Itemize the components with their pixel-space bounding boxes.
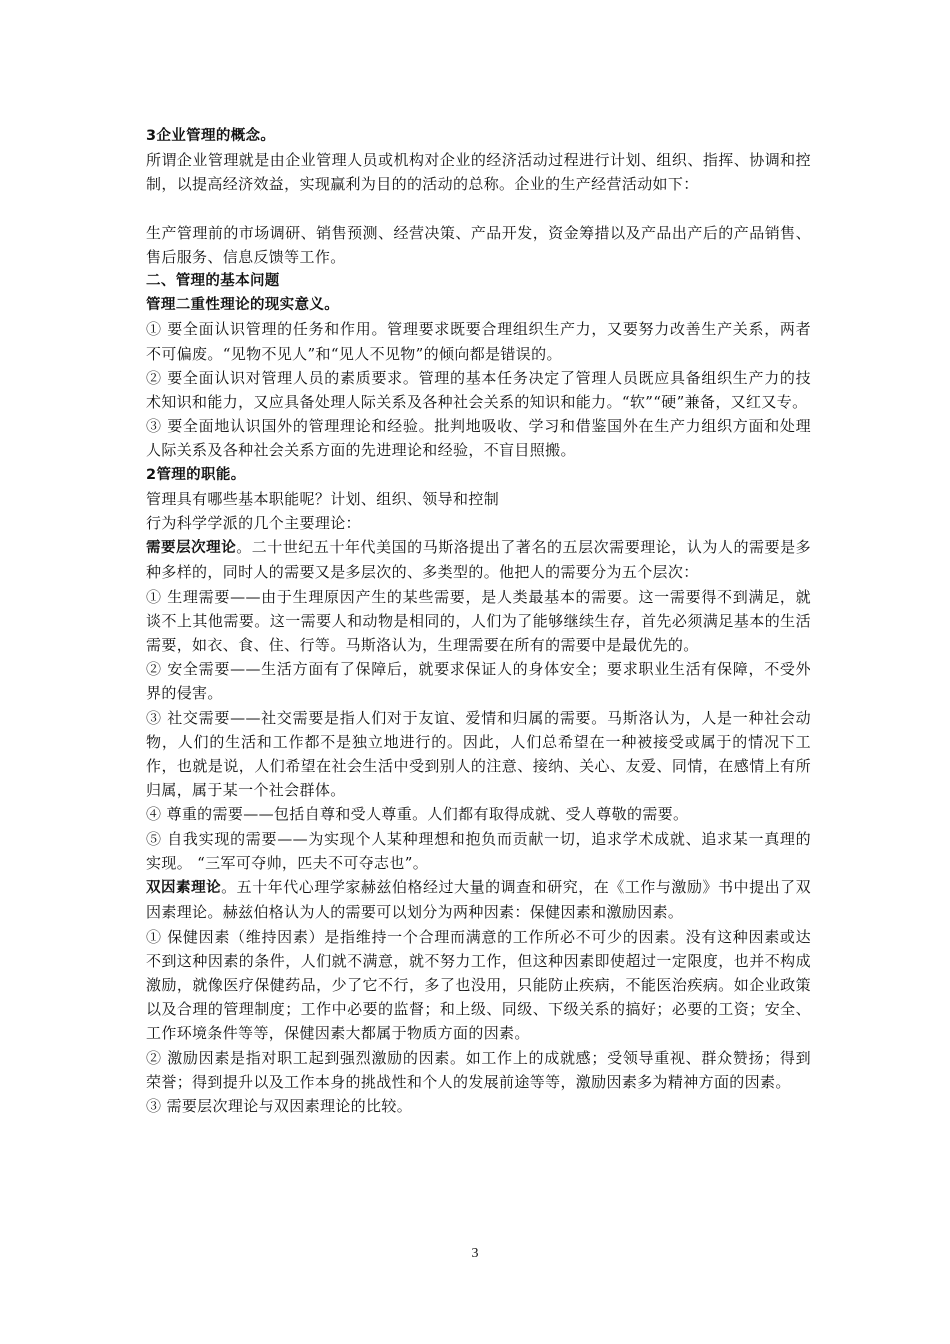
- term-needs-hierarchy: 需要层次理论: [146, 540, 237, 557]
- paragraph: 行为科学学派的几个主要理论：: [146, 514, 361, 533]
- list-item: ① 要全面认识管理的任务和作用。管理要求既要合理组织生产力，又要努力改善生产关系，两者不可偏废。“见物不见人”和“见人不见物”的倾向都是错误的。: [146, 320, 811, 363]
- list-item: ② 激励因素是指对职工起到强烈激励的因素。如工作上的成就感；受领导重视、群众赞扬；得到荣誉；得到提升以及工作本身的挑战性和个人的发展前途等等，激励因素多为精神方面的因素。: [146, 1048, 811, 1091]
- paragraph: 所谓企业管理就是由企业管理人员或机构对企业的经济活动过程进行计划、组织、指挥、协调和控制，以提高经济效益，实现赢利为目的的活动的总称。企业的生产经营活动如下：: [146, 151, 811, 194]
- section-heading-3: 3企业管理的概念。: [146, 128, 276, 144]
- list-item: ④ 尊重的需要——包括自尊和受人尊重。人们都有取得成就、受人尊敬的需要。: [146, 805, 689, 824]
- paragraph-text: 。二十世纪五十年代美国的马斯洛提出了著名的五层次需要理论，认为人的需要是多种多样的，同时人的需要又是多层次的、多类型的。他把人的需要分为五个层次：: [146, 538, 811, 582]
- blank-line: [146, 197, 811, 221]
- list-item: ② 安全需要——生活方面有了保障后，就要求保证人的身体安全；要求职业生活有保障，不受外界的侵害。: [146, 660, 811, 703]
- list-item: ① 保健因素（维持因素）是指维持一个合理而满意的工作所必不可少的因素。没有这种因素或达不到这种因素的条件，人们就不满意，就不努力工作，但这种因素即使超过一定限度，也并不构成激励，就像医疗保健药品，少了它不行，多了也没用，只能防止疾病，不能医治疾病。如企业政策以及合理的管理制度；工作中必要的监督；和上级、同级、下级关系的搞好；必要的工资；安全、工作环境条件等等，保健因素大都属于物质方面的因素。: [146, 927, 811, 1043]
- paragraph: 管理具有哪些基本职能呢？计划、组织、领导和控制: [146, 489, 500, 508]
- paragraph-text: 。五十年代心理学家赫兹伯格经过大量的调查和研究，在《工作与激励》书中提出了双因素理论。赫兹伯格认为人的需要可以划分为两种因素：保健因素和激励因素。: [146, 878, 811, 922]
- paragraph: [146, 875, 811, 924]
- list-item: ② 要全面认识对管理人员的素质要求。管理的基本任务决定了管理人员既应具备组织生产力的技术知识和能力，又应具备处理人际关系及各种社会关系的知识和能力。“软”“硬”兼备，又红又专。: [146, 368, 811, 412]
- section-heading-2: 2管理的职能。: [146, 466, 246, 483]
- paragraph: [146, 535, 811, 584]
- subsection-heading: 管理二重性理论的现实意义。: [146, 297, 340, 314]
- paragraph: 生产管理前的市场调研、销售预测、经营决策、产品开发，资金筹措以及产品出产后的产品销售、售后服务、信息反馈等工作。: [146, 223, 811, 266]
- list-item: ③ 要全面地认识国外的管理理论和经验。批判地吸收、学习和借鉴国外在生产力组织方面和处理人际关系及各种社会关系方面的先进理论和经验，不盲目照搬。: [146, 417, 811, 460]
- list-item: ① 生理需要——由于生理原因产生的某些需要，是人类最基本的需要。这一需要得不到满足，就谈不上其他需要。这一需要人和动物是相同的，人们为了能够继续生存，首先必须满足基本的生活需要，如衣、食、住、行等。马斯洛认为，生理需要在所有的需要中是最优先的。: [146, 587, 811, 655]
- list-item: ③ 社交需要——社交需要是指人们对于友谊、爱情和归属的需要。马斯洛认为，人是一种社会动物，人们的生活和工作都不是独立地进行的。因此，人们总希望在一种被接受或属于的情况下工作，也就是说，人们希望在社会生活中受到别人的注意、接纳、关心、友爱、同情，在感情上有所归属，属于某一个社会群体。: [146, 708, 811, 800]
- term-two-factor: 双因素理论: [146, 880, 222, 897]
- list-item: ③ 需要层次理论与双因素理论的比较。: [146, 1096, 413, 1115]
- page-number: 3: [471, 1246, 479, 1261]
- list-item: ⑤ 自我实现的需要——为实现个人某种理想和抱负而贡献一切，追求学术成就、追求某一真理的实现。 “三军可夺帅，匹夫不可夺志也”。: [146, 829, 811, 872]
- part-heading: 二、管理的基本问题: [146, 273, 280, 290]
- document-body: [146, 124, 811, 1118]
